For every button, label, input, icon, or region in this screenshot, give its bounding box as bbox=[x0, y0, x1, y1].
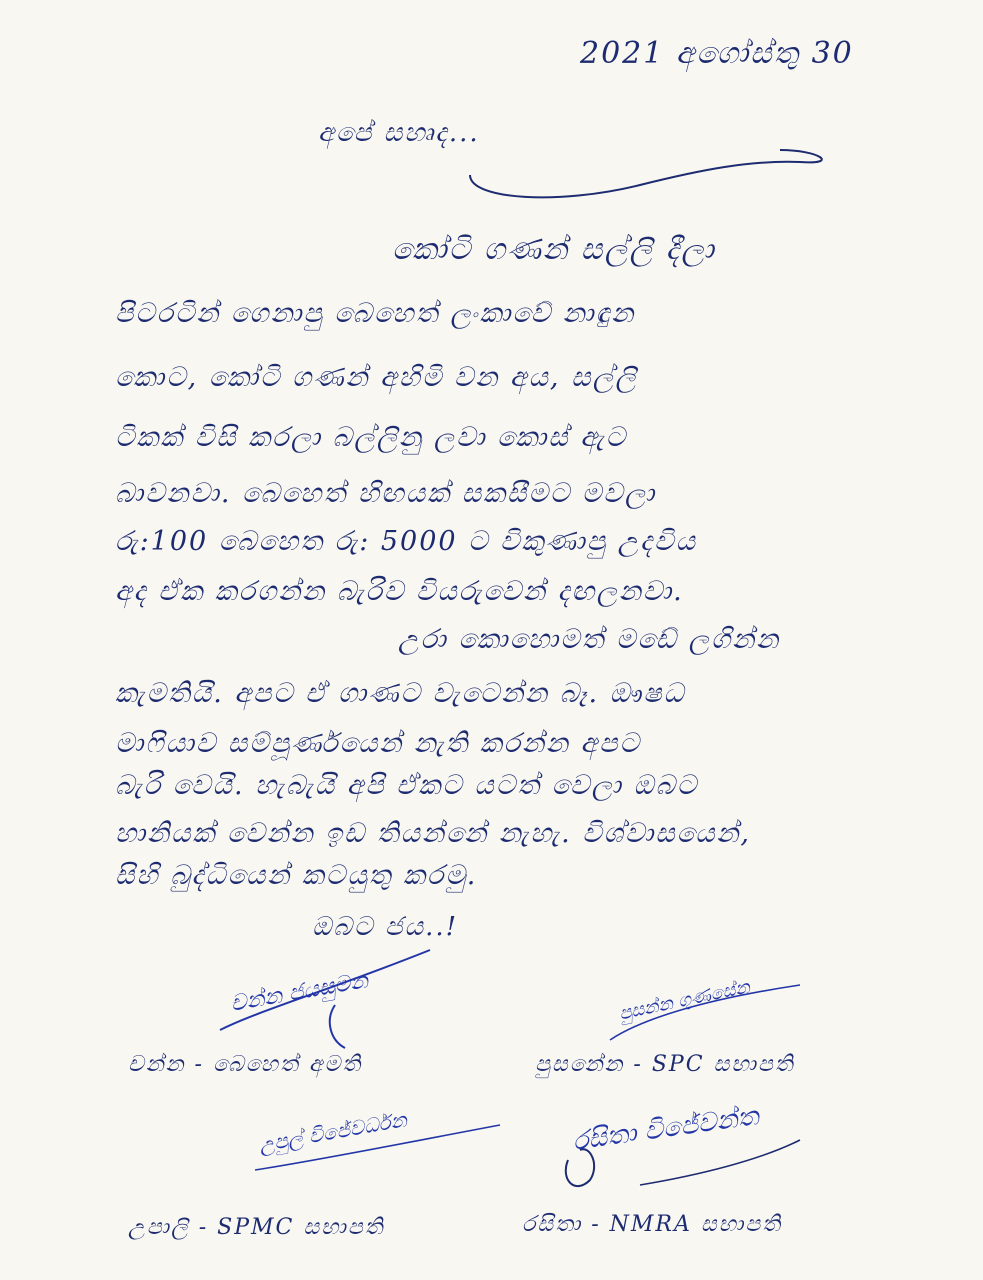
signatory-3-name: උපාලි - SPMC සභාපති bbox=[128, 1215, 385, 1240]
signatory-4-name: රසිතා - NMRA සභාපති bbox=[522, 1212, 782, 1237]
body-line: රු:100 බෙහෙත රු: 5000 ට විකුණාපු උදවිය bbox=[115, 526, 697, 557]
signature-3: උපුල් විජේවර්ධන bbox=[257, 1107, 409, 1157]
body-line: බැරි වෙයි. හැබැයි අපි ඒකට යටත් වෙලා ඔබට bbox=[115, 770, 699, 801]
letter-heading: කෝටි ගණන් සල්ලි දීලා bbox=[392, 232, 716, 267]
letter-closing: ඔබට ජය..! bbox=[312, 912, 459, 942]
body-line: බාවනවා. බෙහෙත් හිඟයක් සකසීමට මවලා bbox=[115, 478, 657, 509]
signature-stroke-1b bbox=[330, 1005, 345, 1048]
signature-4: රසිතා විජේවන්ත bbox=[570, 1101, 761, 1157]
signature-1: චන්න ජයසුමන bbox=[228, 968, 370, 1017]
signatory-1-name: චන්න - බෙහෙත් අමති bbox=[128, 1052, 363, 1077]
letter-greeting: අපේ සහෘද... bbox=[318, 118, 480, 148]
body-line: උරා කොහොමත් මඩේ ලගින්න bbox=[398, 624, 781, 655]
signatory-2-name: පුසනේන - SPC සභාපති bbox=[535, 1052, 795, 1077]
signature-stroke-4b bbox=[640, 1140, 800, 1185]
body-line: හානියක් වෙන්න ඉඩ තියන්නේ නැහැ. විශ්වාසයෙන්, bbox=[115, 818, 751, 849]
body-line: කොට, කෝටි ගණන් අහිමි වන අය, සල්ලි bbox=[115, 362, 638, 393]
body-line: ටිකක් විසි කරලා බල්ලිනු ලවා කොස් ඇට bbox=[115, 422, 628, 453]
body-line: මාෆියාව සම්පූර්ණයෙන් නැති කරන්න අපට bbox=[115, 728, 641, 759]
signature-2: පුසන්න ගුණසේන bbox=[617, 976, 752, 1025]
letter-date: 2021 අගෝස්තු 30 bbox=[580, 36, 854, 71]
greeting-flourish bbox=[470, 150, 822, 197]
body-line: පිටරටින් ගෙනාපු බෙහෙත් ලංකාවේ නාඳුන bbox=[115, 298, 636, 329]
body-line: අද ඒක කරගන්න බැරිව වියරුවෙන් දඟලනවා. bbox=[115, 576, 684, 607]
body-line: කැමතියි. අපට ඒ ගාණට වැටෙන්න බෑ. ඖෂධ bbox=[115, 678, 686, 709]
body-line: සිහි බුද්ධියෙන් කටයුතු කරමු. bbox=[115, 860, 478, 891]
